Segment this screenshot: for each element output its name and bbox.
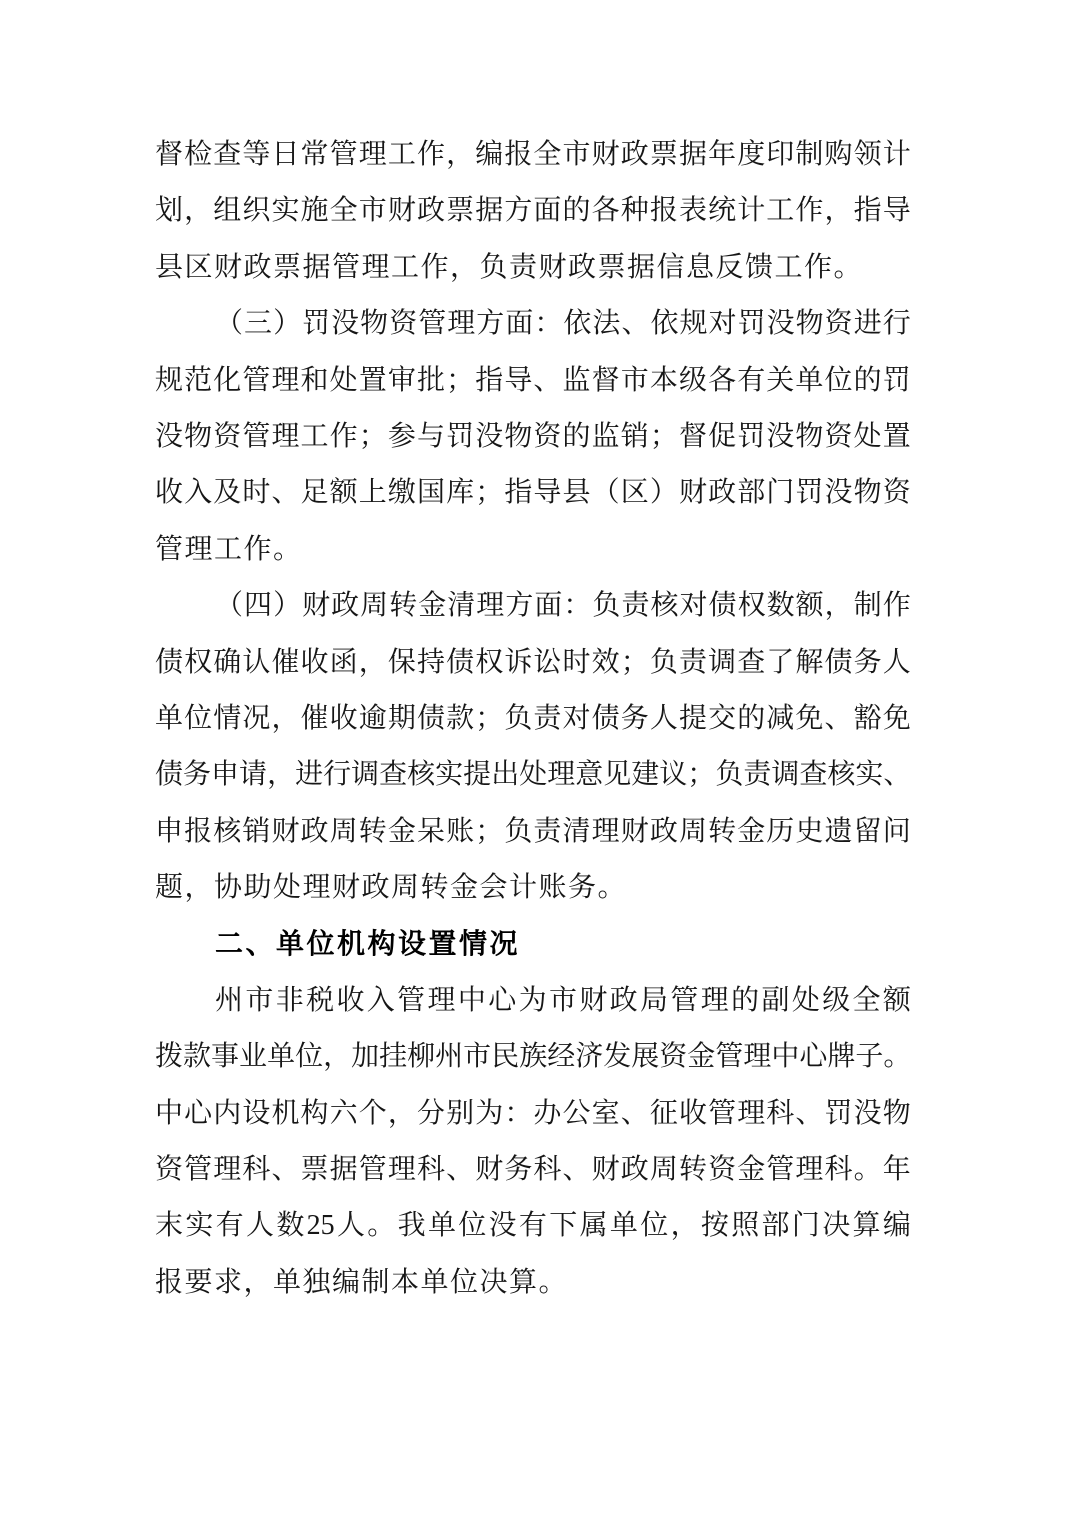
para-section-4-revolving-fund (155, 578, 911, 916)
text-line: 题，协助处理财政周转金会计账务。 (155, 872, 628, 904)
text-line: 拨 款 事 业 单 位 ， 加 挂 柳 州 市 民 族 经 济 发 展 资 金 管 理 中 心 牌 子 。 (155, 1041, 912, 1073)
text-line: 中 心 内 设 机 构 六 个 ， 分 别 为 ： 办 公 室 、 征 收 管 理 科 、 罚 没 物 (155, 1097, 911, 1129)
text-line: 资 管 理 科 、 票 据 管 理 科 、 财 务 科 、 财 政 周 转 资 金 管 理 科 。 年 (155, 1154, 911, 1186)
text-line: 单 位 情 况 ， 催 收 逾 期 债 款 ； 负 责 对 债 务 人 提 交 的 减 免 、 豁 免 (155, 702, 911, 734)
text-line: 收 入 及 时 、 足 额 上 缴 国 库 ； 指 导 县 （ 区 ） 财 政 部 门 罚 没 物 资 (155, 477, 911, 509)
text-line: 州 市 非 税 收 入 管 理 中 心 为 市 财 政 局 管 理 的 副 处 级 全 额 (215, 984, 911, 1016)
text-line: 没 物 资 管 理 工 作 ； 参 与 罚 没 物 资 的 监 销 ； 督 促 罚 没 物 资 处 置 (155, 420, 911, 452)
document-text-block (155, 127, 911, 1311)
para-org-structure-detail (155, 973, 911, 1311)
text-line: 末 实 有 人 数 25 人 。 我 单 位 没 有 下 属 单 位 ， 按 照 部 门 决 算 编 (155, 1210, 911, 1242)
text-line: 管理工作。 (155, 533, 303, 565)
text-line: （ 四 ） 财 政 周 转 金 清 理 方 面 ： 负 责 核 对 债 权 数 额 ， 制 作 (215, 590, 911, 622)
text-line: 债 权 确 认 催 收 函 ， 保 持 债 权 诉 讼 时 效 ； 负 责 调 查 了 解 债 务 人 (155, 646, 911, 678)
para-section-3-confiscated-assets (155, 296, 911, 578)
text-line: 划 ， 组 织 实 施 全 市 财 政 票 据 方 面 的 各 种 报 表 统 计 工 作 ， 指 导 (155, 195, 911, 227)
heading-section-2-org-structure (155, 916, 911, 972)
text-line: （ 三 ） 罚 没 物 资 管 理 方 面 ： 依 法 、 依 规 对 罚 没 物 资 进 行 (215, 308, 911, 340)
text-line: 申 报 核 销 财 政 周 转 金 呆 账 ； 负 责 清 理 财 政 周 转 金 历 史 遗 留 问 (155, 815, 911, 847)
text-line: 规 范 化 管 理 和 处 置 审 批 ； 指 导 、 监 督 市 本 级 各 有 关 单 位 的 罚 (155, 364, 911, 396)
para-ticket-management-continued (155, 127, 911, 296)
text-line: 县区财政票据管理工作，负责财政票据信息反馈工作。 (155, 251, 864, 283)
text-line: 二、单位机构设置情况 (215, 928, 521, 960)
text-line: 报要求，单独编制本单位决算。 (155, 1266, 569, 1298)
text-line: 债 务 申 请 ， 进 行 调 查 核 实 提 出 处 理 意 见 建 议 ； 负 责 调 查 核 实 、 (155, 759, 912, 791)
text-line: 督 检 查 等 日 常 管 理 工 作 ， 编 报 全 市 财 政 票 据 年 度 印 制 购 领 计 (155, 139, 911, 170)
